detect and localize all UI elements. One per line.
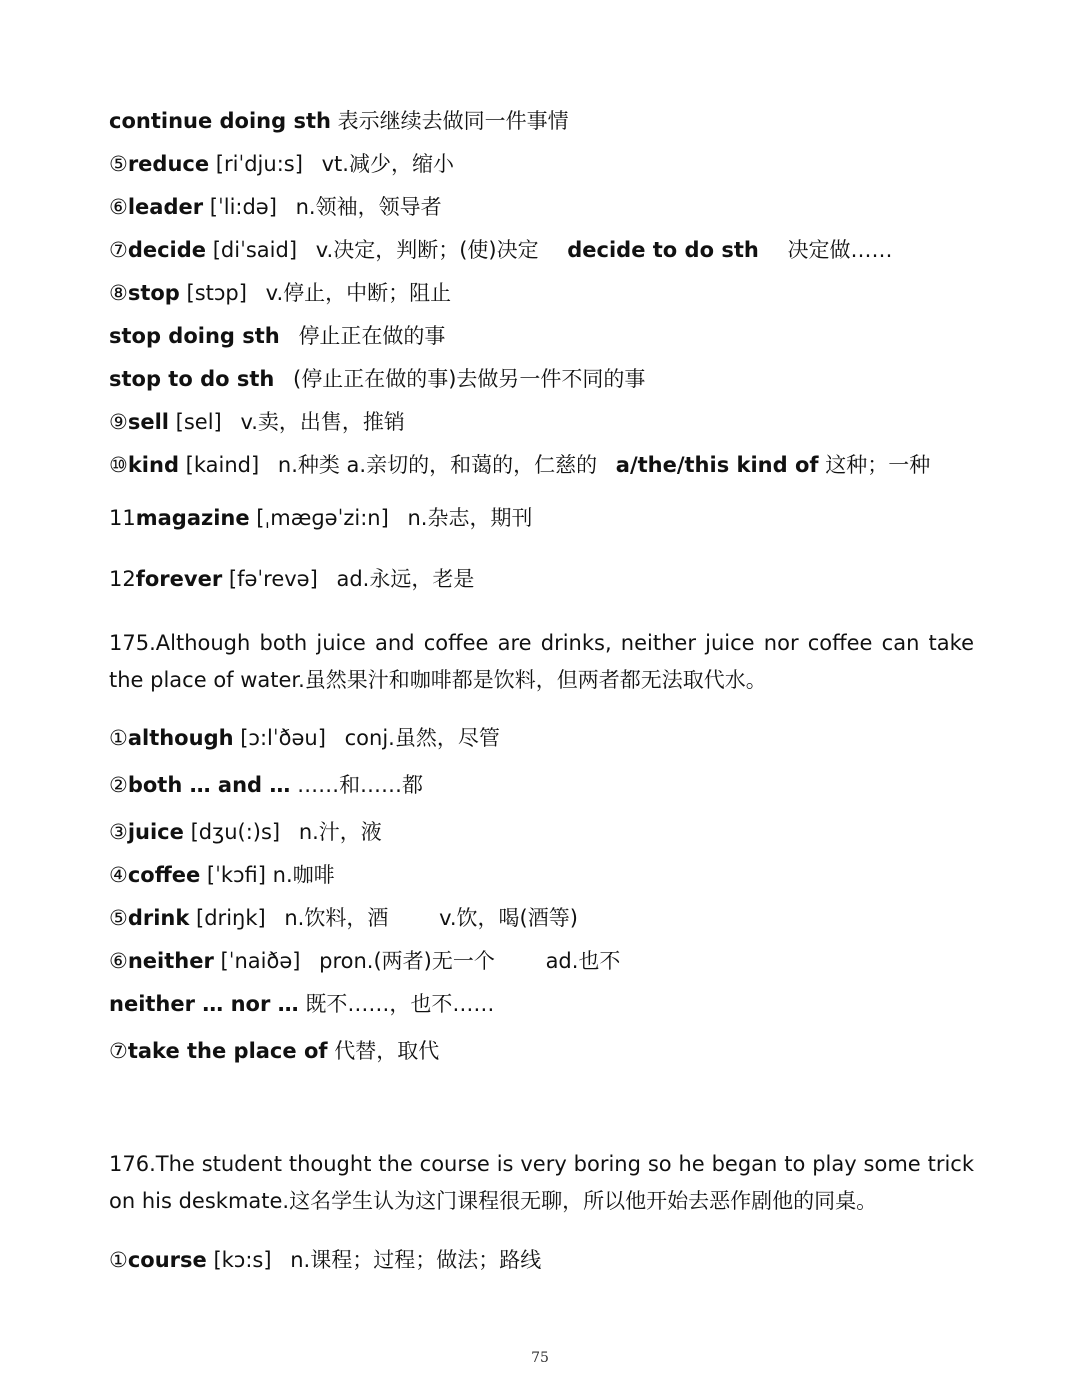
entry-forever xyxy=(109,564,979,594)
entry-word: sell xyxy=(127,410,169,434)
entry-both xyxy=(109,770,979,800)
entry-course xyxy=(109,1245,979,1275)
entry-word: although xyxy=(127,726,234,750)
entry-word: kind xyxy=(127,453,179,477)
page-number: 75 xyxy=(531,1350,549,1366)
entry-word: drink xyxy=(127,906,190,930)
sentence-175: 175.Although both juice and coffee are drinks, neither juice nor coffee can take the place of water.虽然果汁和咖啡都是饮料，但两者都无法取代水。 xyxy=(109,631,974,692)
entry-stop xyxy=(109,278,979,308)
entry-phonetic: [ˈkɔfi] xyxy=(206,863,266,887)
entry-number: ③ xyxy=(109,820,128,844)
entry-number: ⑤ xyxy=(109,906,128,930)
entry-word: neither … nor … xyxy=(109,992,299,1016)
entry-phrase: decide to do sth xyxy=(567,238,759,262)
entry-stop-doing xyxy=(109,321,979,351)
entry-phonetic: [ˈnaiðə] xyxy=(220,949,301,973)
entry-number: ⑤ xyxy=(109,152,128,176)
entry-neither xyxy=(109,946,979,976)
entry-phonetic: [sel] xyxy=(175,410,222,434)
entry-def: n.咖啡 xyxy=(272,863,335,887)
entry-stop-to-do xyxy=(109,364,979,394)
entry-def: n.杂志，期刊 xyxy=(407,506,533,530)
entry-reduce xyxy=(109,149,979,179)
entry-although xyxy=(109,723,979,753)
entry-word: leader xyxy=(127,195,204,219)
entry-def: 停止正在做的事 xyxy=(298,324,446,348)
entry-def: v.卖，出售，推销 xyxy=(240,410,405,434)
entry-def: v.决定，判断；(使)决定 xyxy=(315,238,539,262)
entry-decide xyxy=(109,235,979,265)
entry-word: course xyxy=(127,1248,207,1272)
entry-phonetic: [riˈdju:s] xyxy=(215,152,303,176)
entry-def: (停止正在做的事)去做另一件不同的事 xyxy=(293,367,646,391)
entry-word: both … and … xyxy=(127,773,291,797)
entry-word: juice xyxy=(127,820,184,844)
entry-leader xyxy=(109,192,979,222)
entry-word: forever xyxy=(135,567,223,591)
entry-def: n.课程；过程；做法；路线 xyxy=(290,1248,542,1272)
entry-def: ……和……都 xyxy=(297,773,424,797)
entry-phrase: a/the/this kind of xyxy=(615,453,819,477)
entry-number: ⑥ xyxy=(109,195,128,219)
entry-number: ① xyxy=(109,1248,128,1272)
entry-def: pron.(两者)无一个 xyxy=(319,949,495,973)
entry-word: stop to do sth xyxy=(109,367,275,391)
entry-phonetic: [driŋk] xyxy=(196,906,266,930)
entry-phonetic: [kɔ:s] xyxy=(213,1248,272,1272)
entry-word: stop xyxy=(127,281,180,305)
entry-number: ④ xyxy=(109,863,128,887)
entry-def: n.种类 a.亲切的，和蔼的，仁慈的 xyxy=(277,453,598,477)
entry-def: ad.永远，老是 xyxy=(336,567,475,591)
entry-magazine xyxy=(109,503,979,533)
sentence-176: 176.The student thought the course is very boring so he began to play some trick on his deskmate.这名学生认为这门课程很无聊，所以他开始去恶作剧他的同桌。 xyxy=(109,1152,974,1213)
entry-word: continue doing sth xyxy=(109,109,331,133)
entry-phrase-def: 这种；一种 xyxy=(825,453,931,477)
entry-take-place xyxy=(109,1036,979,1066)
entry-def: 既不……，也不…… xyxy=(305,992,495,1016)
entry-def: n.饮料，酒 xyxy=(284,906,389,930)
entry-coffee xyxy=(109,860,979,890)
entry-number: ⑦ xyxy=(109,238,128,262)
entry-number: ⑨ xyxy=(109,410,128,434)
entry-continue xyxy=(109,106,979,136)
entry-def: n.汁，液 xyxy=(298,820,382,844)
entry-word: magazine xyxy=(135,506,250,530)
entry-def: 代替，取代 xyxy=(334,1039,440,1063)
entry-number: ① xyxy=(109,726,128,750)
entry-phonetic: [ˈli:də] xyxy=(209,195,277,219)
entry-word: decide xyxy=(127,238,207,262)
entry-word: stop doing sth xyxy=(109,324,280,348)
entry-phonetic: [ˌmæɡəˈzi:n] xyxy=(256,506,389,530)
entry-phonetic: [stɔp] xyxy=(186,281,247,305)
entry-phonetic: [kaind] xyxy=(185,453,260,477)
entry-def-2: v.饮，喝(酒等) xyxy=(439,906,578,930)
entry-phonetic: [ɔ:lˈðəu] xyxy=(240,726,326,750)
entry-juice xyxy=(109,817,979,847)
entry-phonetic: [fəˈrevə] xyxy=(228,567,318,591)
entry-sell xyxy=(109,407,979,437)
entry-neither-nor xyxy=(109,989,979,1019)
entry-number: ⑥ xyxy=(109,949,128,973)
entry-word: coffee xyxy=(127,863,201,887)
entry-word: reduce xyxy=(127,152,210,176)
entry-kind xyxy=(109,450,979,480)
entry-number: ⑧ xyxy=(109,281,128,305)
entry-def: conj.虽然，尽管 xyxy=(344,726,500,750)
entry-drink xyxy=(109,903,979,933)
entry-def: n.领袖，领导者 xyxy=(295,195,442,219)
entry-number: 12 xyxy=(109,567,136,591)
entry-def-2: ad.也不 xyxy=(545,949,621,973)
entry-word: take the place of xyxy=(127,1039,328,1063)
entry-def: 表示继续去做同一件事情 xyxy=(337,109,569,133)
entry-number: ⑦ xyxy=(109,1039,128,1063)
entry-number: 11 xyxy=(109,506,136,530)
entry-number: ⑩ xyxy=(109,453,128,477)
entry-def: v.停止，中断；阻止 xyxy=(265,281,452,305)
entry-phrase-def: 决定做…… xyxy=(787,238,893,262)
entry-phonetic: [diˈsaid] xyxy=(212,238,298,262)
entry-number: ② xyxy=(109,773,128,797)
entry-phonetic: [dʒu(:)s] xyxy=(190,820,281,844)
entry-word: neither xyxy=(127,949,214,973)
entry-def: vt.减少，缩小 xyxy=(321,152,454,176)
